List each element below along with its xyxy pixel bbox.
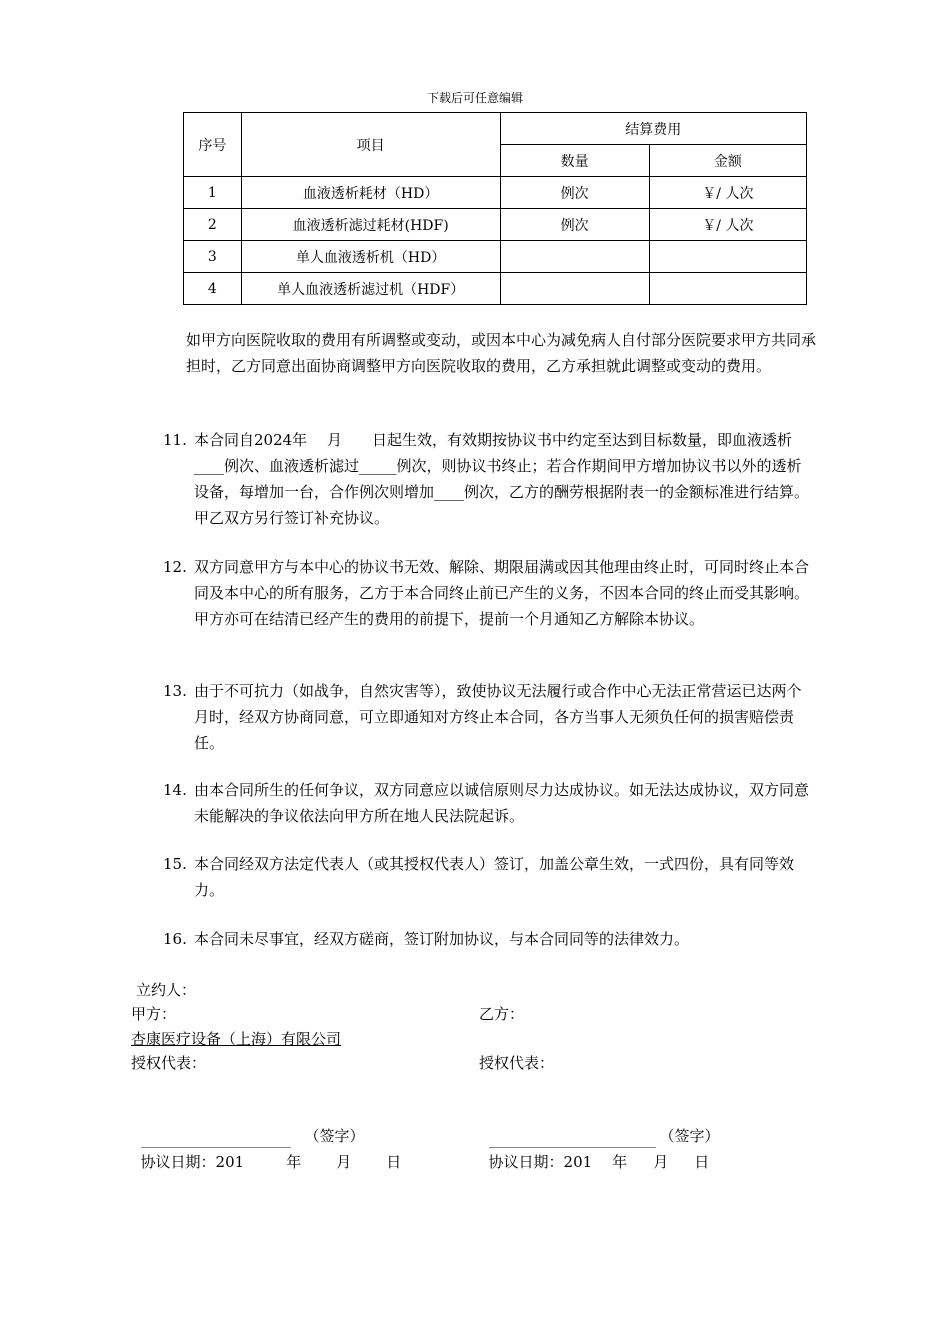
clause-12 xyxy=(163,554,816,632)
row-amount xyxy=(649,241,806,273)
party-a-label: 甲方： xyxy=(131,1005,177,1023)
intro-paragraph: 如甲方向医院收取的费用有所调整或变动，或因本中心为减免病人自付部分医院要求甲方共同承担时，乙方同意出面协商调整甲方向医院收取的费用，乙方承担就此调整或变动的费用。 xyxy=(186,331,817,375)
fee-table xyxy=(183,112,807,305)
parties-label: 立约人： xyxy=(136,981,197,999)
table-row xyxy=(184,209,807,241)
clause-text: 本合同自2024年 月 日起生效，有效期按协议书中约定至达到目标数量，即血液透析____例次、血液透析滤过_____例次，则协议书终止；若合作期间甲方增加协议书以外的透析设备，每增加一台，合作例次则增加____例次，乙方的酬劳根据附表一的金额标准进行结算。甲乙双方另行签订补充协议。 xyxy=(194,431,810,527)
party-b-date xyxy=(479,1126,709,1174)
date-month: 月 xyxy=(336,1153,352,1171)
party-a-company: 杏康医疗设备（上海）有限公司 xyxy=(131,1030,342,1048)
date-prefix: 协议日期：201 xyxy=(140,1153,245,1171)
clause-11 xyxy=(163,427,816,531)
row-index: 1 xyxy=(184,177,242,209)
party-a-rep-label: 授权代表： xyxy=(131,1054,207,1072)
clause-13 xyxy=(163,678,816,756)
clause-text: 由本合同所生的任何争议，双方同意应以诚信原则尽力达成协议。如无法达成协议，双方同意未能解决的争议依法向甲方所在地人民法院起诉。 xyxy=(194,781,810,825)
row-index: 4 xyxy=(184,273,242,305)
clause-number: 12. xyxy=(163,558,187,576)
clause-number: 14. xyxy=(163,781,187,799)
header-settlement: 结算费用 xyxy=(500,113,806,145)
clause-text: 本合同经双方法定代表人（或其授权代表人）签订，加盖公章生效，一式四份，具有同等效力。 xyxy=(194,855,795,899)
table-row xyxy=(184,241,807,273)
sign-label: （签字） xyxy=(659,1127,720,1145)
party-a-date xyxy=(131,1126,401,1174)
clause-15 xyxy=(163,851,816,903)
row-qty: 例次 xyxy=(500,209,649,241)
header-qty: 数量 xyxy=(500,145,649,177)
party-b-rep-label: 授权代表： xyxy=(479,1054,555,1072)
date-prefix: 协议日期：201 xyxy=(488,1153,593,1171)
row-qty xyxy=(500,241,649,273)
clause-16 xyxy=(163,926,816,952)
clause-text: 由于不可抗力（如战争，自然灾害等），致使协议无法履行或合作中心无法正常营运已达两个月时，经双方协商同意，可立即通知对方终止本合同，各方当事人无须负任何的损害赔偿责任。 xyxy=(194,682,802,752)
date-year: 年 xyxy=(612,1153,628,1171)
table-header-row xyxy=(184,113,807,145)
row-item: 血液透析耗材（HD） xyxy=(241,177,500,209)
table-row xyxy=(184,273,807,305)
clause-number: 16. xyxy=(163,930,187,948)
party-b-label: 乙方： xyxy=(479,1005,525,1023)
clause-14 xyxy=(163,777,816,829)
date-month: 月 xyxy=(653,1153,669,1171)
sign-label: （签字） xyxy=(304,1127,365,1145)
row-index: 2 xyxy=(184,209,242,241)
date-day: 日 xyxy=(386,1153,402,1171)
row-index: 3 xyxy=(184,241,242,273)
row-amount xyxy=(649,273,806,305)
header-amount: 金额 xyxy=(649,145,806,177)
table-row xyxy=(184,177,807,209)
row-amount: ￥/ 人次 xyxy=(649,177,806,209)
row-item: 单人血液透析滤过机（HDF） xyxy=(241,273,500,305)
row-qty xyxy=(500,273,649,305)
clause-number: 13. xyxy=(163,682,187,700)
row-qty: 例次 xyxy=(500,177,649,209)
clause-number: 11. xyxy=(163,431,187,449)
clause-text: 本合同未尽事宜，经双方磋商，签订附加协议，与本合同同等的法律效力。 xyxy=(194,930,690,948)
date-year: 年 xyxy=(286,1153,302,1171)
date-day: 日 xyxy=(694,1153,710,1171)
row-item: 单人血液透析机（HD） xyxy=(241,241,500,273)
header-index: 序号 xyxy=(184,113,242,177)
row-item: 血液透析滤过耗材(HDF) xyxy=(241,209,500,241)
row-amount: ￥/ 人次 xyxy=(649,209,806,241)
header-item: 项目 xyxy=(241,113,500,177)
header-note: 下载后可任意编辑 xyxy=(426,91,523,105)
clause-number: 15. xyxy=(163,855,187,873)
clause-text: 双方同意甲方与本中心的协议书无效、解除、期限届满或因其他理由终止时，可同时终止本合同及本中心的所有服务，乙方于本合同终止前已产生的义务，不因本合同的终止而受其影响。甲方亦可在结清已经产生的费用的前提下，提前一个月通知乙方解除本协议。 xyxy=(194,558,810,628)
